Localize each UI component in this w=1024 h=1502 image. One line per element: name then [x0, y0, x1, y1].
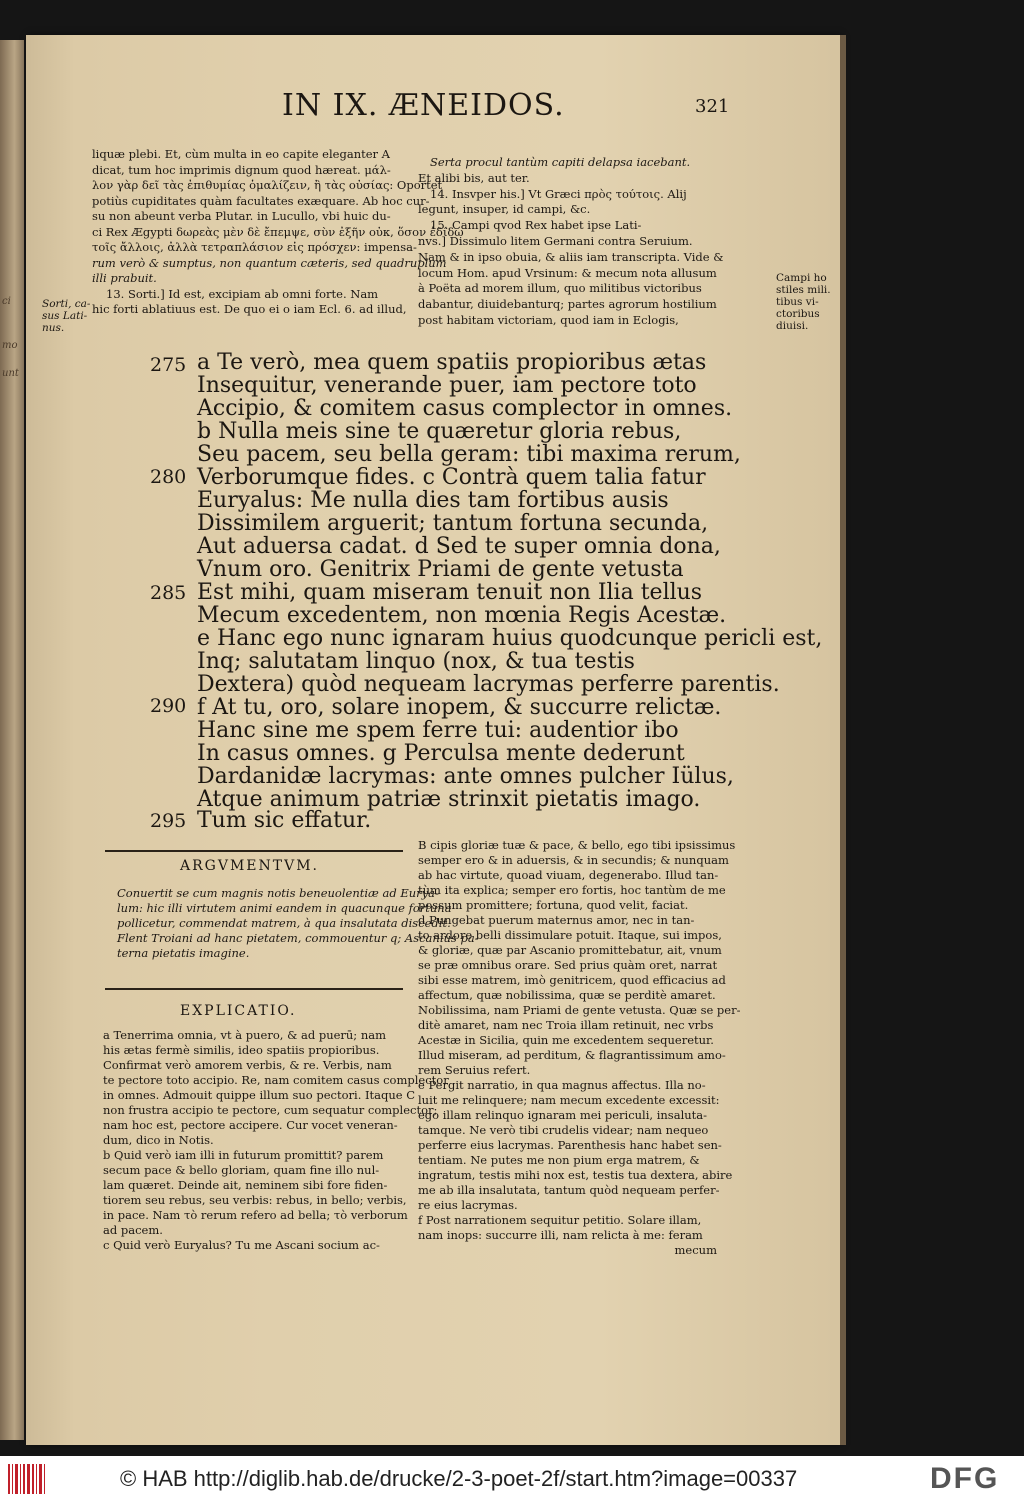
explicatio-left-column: [103, 1028, 449, 1253]
text-line: d Pungebat puerum maternus amor, nec in tan-: [418, 913, 695, 927]
text-line: b Quid verò iam illi in futurum promittit? parem: [103, 1148, 384, 1162]
text-line: in pace. Nam τὸ rerum refero ad bella; τὸ verborum: [103, 1208, 408, 1222]
verse-line: b Nulla meis sine te quæretur gloria rebus,: [197, 419, 682, 444]
margin-line: stiles mili.: [776, 284, 831, 296]
text-line: mecum: [674, 1243, 717, 1257]
text-line: Nobilissima, nam Priami de gente vetusta. Quæ se per-: [418, 1003, 741, 1017]
verse-line-number: 290: [150, 695, 187, 717]
text-line: illi prabuit.: [92, 271, 157, 285]
text-line: tentiam. Ne putes me non pium erga matrem, &: [418, 1153, 700, 1167]
verse-line: e Hanc ego nunc ignaram huius quodcunque pericli est,: [197, 626, 823, 651]
verse-line: Dardanidæ lacrymas: ante omnes pulcher Iülus,: [197, 764, 734, 789]
text-line: ingratum, testis mihi nox est, testis tua dextera, abire: [418, 1168, 733, 1182]
divider-rule: [105, 988, 403, 990]
text-line: λον γὰρ δεῖ τὰς ἐπιθυμίας ὁμαλίζειν, ἢ τὰς οὐσίας: Oportet: [92, 178, 443, 192]
text-line: rem Seruius refert.: [418, 1063, 531, 1077]
text-line: Confirmat verò amorem verbis, & re. Verbis, nam: [103, 1058, 392, 1072]
verse-line-number: 280: [150, 466, 187, 488]
verse-line: Mecum excedentem, non mœnia Regis Acestæ.: [197, 603, 727, 628]
text-line: f Post narrationem sequitur petitio. Solare illam,: [418, 1213, 702, 1227]
argumentum-text: [117, 886, 479, 961]
text-line: ab hac virtute, quoad viuam, degenerabo. Illud tan-: [418, 868, 719, 882]
text-line: luit me relinquere; nam mecum excedente excessit:: [418, 1093, 720, 1107]
verse-line: Dextera) quòd nequeam lacrymas perferre parentis.: [197, 672, 780, 697]
text-line: his ætas fermè similis, ideo spatiis propioribus.: [103, 1043, 380, 1057]
verse-line: Accipio, & comitem casus complector in omnes.: [197, 396, 733, 421]
margin-note-left: [42, 298, 90, 334]
text-line: rum verò & sumptus, non quantum cæteris, sed quadruplum: [92, 255, 447, 270]
text-line: c Quid verò Euryalus? Tu me Ascani socium ac-: [103, 1238, 380, 1252]
text-line: τοῖς ἄλλοις, ἀλλὰ τετραπλάσιον εἰς πρόσχεν: impensa-: [92, 240, 417, 254]
margin-line: sus Lati-: [42, 310, 88, 322]
text-line: tiorem seu rebus, seu verbis: rebus, in bello; verbis,: [103, 1193, 407, 1207]
library-logo-icon: [8, 1464, 48, 1494]
explicatio-right-column: [418, 838, 741, 1258]
verse-line-number: 295: [150, 810, 187, 832]
text-line: Serta procul tantùm capiti delapsa iacebant.: [430, 155, 691, 169]
verse-line: Hanc sine me spem ferre tui: audentior ibo: [197, 718, 679, 743]
text-line: ditè amaret, nam nec Troia illam retinuit, nec vrbs: [418, 1018, 714, 1032]
text-line: su non abeunt verba Plutar. in Lucullo, vbi huic du-: [92, 209, 391, 223]
text-line: lum: hic illi virtutem animi eandem in quacunque fortuna: [117, 901, 452, 915]
text-line: dabantur, diuidebanturq; partes agrorum hostilium: [418, 297, 717, 312]
text-line: Illud miseram, ad perditum, & flagrantissimum amo-: [418, 1048, 726, 1062]
text-line: in omnes. Admouit quippe illum suo pectori. Itaque C: [103, 1088, 416, 1102]
text-line: B cipis gloriæ tuæ & pace, & bello, ego tibi ipsissimus: [418, 838, 736, 852]
text-line: 13. Sorti.] Id est, excipiam ab omni forte. Nam: [106, 286, 379, 301]
page-number: 321: [695, 96, 730, 117]
page-edge: [840, 35, 846, 1445]
verse-line: Seu pacem, seu bella geram: tibi maxima rerum,: [197, 442, 741, 467]
verse-line: Est mihi, quam miseram tenuit non Ilia tellus: [197, 580, 703, 605]
commentary-top-left: [92, 147, 464, 318]
text-line: affectum, quæ nobilissima, quæ se perditè amaret.: [418, 988, 716, 1002]
verse-line: Dissimilem arguerit; tantum fortuna secunda,: [197, 511, 709, 536]
text-line: terna pietatis imagine.: [117, 946, 250, 960]
verse-line-number: 275: [150, 354, 187, 376]
margin-note-right: [776, 272, 831, 332]
text-line: pollicetur, commendat matrem, à qua insalutata discedit.: [117, 916, 451, 930]
margin-line: Sorti, ca-: [42, 298, 91, 310]
prev-margin-note: mo: [2, 340, 18, 351]
text-line: legunt, insuper, id campi, &c.: [418, 202, 591, 217]
text-line: me ab illa insalutata, tantum quòd nequeam perfer-: [418, 1183, 720, 1197]
text-line: e Pergit narratio, in qua magnus affectus. Illa no-: [418, 1078, 706, 1092]
text-line: nvs.] Dissimulo litem Germani contra Seruium.: [418, 233, 693, 248]
explicatio-heading: EXPLICATIO.: [180, 1003, 297, 1019]
verse-line: In casus omnes. g Perculsa mente dederunt: [197, 741, 685, 766]
text-line: nam inops: succurre illi, nam relicta à me: feram: [418, 1228, 703, 1242]
text-line: tamque. Ne verò tibi crudelis videar; nam nequeo: [418, 1123, 709, 1137]
verse-line: f At tu, oro, solare inopem, & succurre relictæ.: [197, 695, 722, 720]
verse-line: Inq; salutatam linquo (nox, & tua testis: [197, 649, 635, 674]
text-line: 14. Insvper his.] Vt Græci πρὸς τούτοις. Alij: [430, 186, 687, 201]
copyright-link[interactable]: © HAB http://diglib.hab.de/drucke/2-3-poet-2f/start.htm?image=00337: [120, 1466, 798, 1491]
text-line: nam hoc est, pectore accipere. Cur vocet veneran-: [103, 1118, 398, 1132]
verse-line-number: 285: [150, 582, 187, 604]
divider-rule: [105, 850, 403, 852]
text-line: ci Rex Ægypti δωρεὰς μὲν δὲ ἔπεμψε, σὺν ἐξῆν οὐκ, ὅσον ἐδίδω: [92, 224, 464, 239]
text-line: re eius lacrymas.: [418, 1198, 518, 1212]
text-line: dum, dico in Notis.: [103, 1133, 214, 1147]
text-line: possum promittere; fortuna, quod velit, faciat.: [418, 898, 689, 912]
text-line: hic forti ablatiuus est. De quo ei o iam Ecl. 6. ad illud,: [92, 302, 407, 316]
margin-line: Campi ho: [776, 272, 827, 284]
text-line: post habitam victoriam, quod iam in Eclogis,: [418, 312, 679, 327]
text-line: 15. Campi qvod Rex habet ipse Lati-: [430, 218, 642, 233]
text-line: to ardore belli dissimulare potuit. Itaque, sui impos,: [418, 928, 722, 942]
viewer-footer: [0, 1456, 1024, 1502]
text-line: à Poëta ad morem illum, quo militibus victoribus: [418, 281, 702, 296]
text-line: Nam & in ipso obuia, & aliis iam transcripta. Vide &: [418, 249, 724, 264]
text-line: lam quæret. Deinde ait, neminem sibi fore fiden-: [103, 1178, 388, 1192]
verse-line: Euryalus: Me nulla dies tam fortibus ausis: [197, 488, 669, 513]
verse-line: Aut aduersa cadat. d Sed te super omnia dona,: [197, 534, 721, 559]
text-line: perferre eius lacrymas. Parenthesis hanc habet sen-: [418, 1138, 722, 1152]
verse-line: Insequitur, venerande puer, iam pectore toto: [197, 373, 697, 398]
text-line: liquæ plebi. Et, cùm multa in eo capite eleganter A: [92, 147, 390, 161]
text-line: se præ omnibus orare. Sed prius quàm oret, narrat: [418, 958, 718, 972]
verse-line: Verborumque fides. c Contrà quem talia fatur: [197, 465, 706, 490]
text-line: Acestæ in Sicilia, quin me excedentem sequeretur.: [418, 1033, 714, 1047]
text-line: a Tenerrima omnia, vt à puero, & ad puerū; nam: [103, 1028, 387, 1042]
margin-line: tibus vi-: [776, 296, 819, 308]
text-line: Et alibi bis, aut ter.: [418, 170, 530, 185]
text-line: locum Hom. apud Vrsinum: & mecum nota allusum: [418, 265, 717, 280]
commentary-top-right: [418, 155, 723, 329]
verse-line: Atque animum patriæ strinxit pietatis imago.: [197, 787, 701, 812]
text-line: Conuertit se cum magnis notis beneuolentiæ ad Eurya-: [117, 886, 439, 900]
verse-line: Tum sic effatur.: [197, 808, 372, 833]
text-line: non frustra accipio te pectore, cum sequatur complector;: [103, 1103, 438, 1117]
margin-line: ctoribus: [776, 308, 820, 320]
text-line: semper ero & in aduersis, & in secundis; & nunquam: [418, 853, 729, 867]
text-line: dicat, tum hoc imprimis dignum quod hæreat. μάλ-: [92, 162, 391, 177]
running-header: IN IX. ÆNEIDOS.: [282, 88, 565, 123]
prev-margin-note: ci: [2, 296, 11, 307]
dfg-logo: DFG: [930, 1462, 1000, 1495]
verse-line: a Te verò, mea quem spatiis propioribus ætas: [197, 350, 707, 375]
prev-margin-note: unt: [2, 368, 19, 379]
verse-line: Vnum oro. Genitrix Priami de gente vetusta: [197, 557, 684, 582]
margin-line: nus.: [42, 322, 65, 334]
text-line: Flent Troiani ad hanc pietatem, commouentur q; Ascanius pa-: [117, 931, 479, 945]
text-line: te pectore toto accipio. Re, nam comitem casus complector: [103, 1073, 449, 1087]
text-line: potiùs cupiditates quàm facultates exæquare. Ab hoc cur-: [92, 193, 430, 208]
previous-page-edge: [0, 40, 24, 1440]
text-line: sibi esse matrem, imò genitricem, quod efficacius ad: [418, 973, 726, 987]
margin-line: diuisi.: [776, 320, 809, 332]
argumentum-heading: ARGVMENTVM.: [180, 858, 319, 874]
text-line: tùm ita explica; semper ero fortis, hoc tantùm de me: [418, 883, 726, 897]
text-line: secum pace & bello gloriam, quam fine illo nul-: [103, 1163, 380, 1177]
text-line: & gloriæ, quæ par Ascanio promittebatur, ait, vnum: [418, 943, 722, 957]
text-line: ego illam relinquo ignaram mei periculi, insaluta-: [418, 1108, 708, 1122]
text-line: ad pacem.: [103, 1223, 163, 1237]
